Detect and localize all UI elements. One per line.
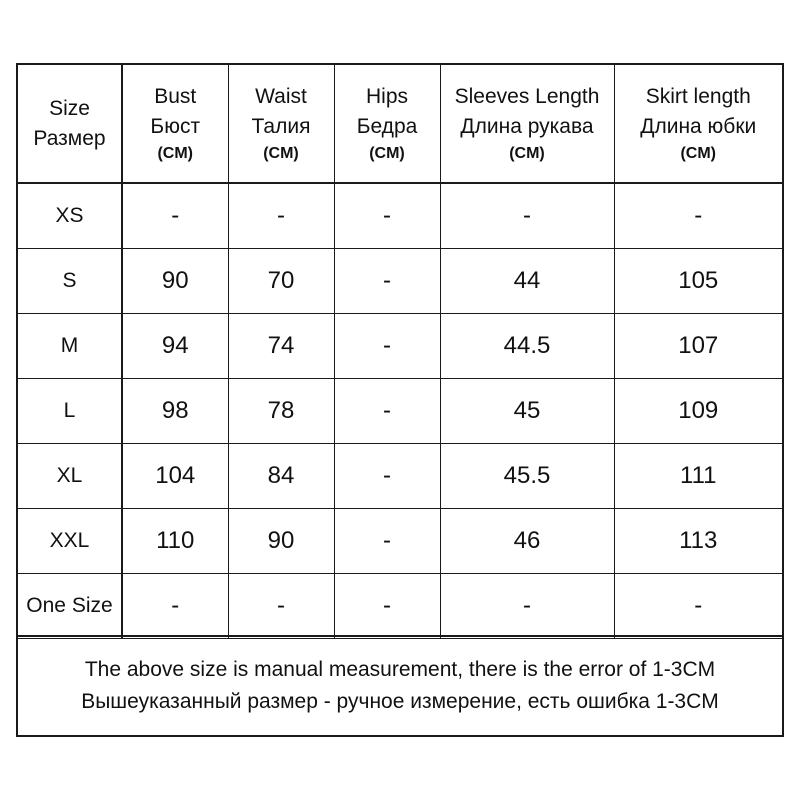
header-bust bbox=[122, 65, 228, 183]
header-sleeves-length bbox=[440, 65, 614, 183]
sleeves-length-cell: 46 bbox=[440, 508, 614, 573]
header-unit: (CM) bbox=[157, 144, 194, 162]
table-row-l bbox=[18, 378, 782, 443]
header-row bbox=[18, 65, 782, 183]
bust-cell: 98 bbox=[122, 378, 228, 443]
header-unit: (CM) bbox=[509, 144, 545, 162]
size-cell: S bbox=[18, 248, 122, 313]
header-skirt-length bbox=[614, 65, 782, 183]
table-row-xs bbox=[18, 183, 782, 248]
size-table bbox=[18, 65, 782, 639]
sleeves-length-cell: 45 bbox=[440, 378, 614, 443]
size-cell: XS bbox=[18, 183, 122, 248]
hips-cell: - bbox=[334, 378, 440, 443]
bust-cell: 94 bbox=[122, 313, 228, 378]
hips-cell: - bbox=[334, 248, 440, 313]
size-cell: L bbox=[18, 378, 122, 443]
header-label-ru: Длина рукава bbox=[460, 114, 594, 138]
bust-cell: 104 bbox=[122, 443, 228, 508]
header-label-ru: Длина юбки bbox=[640, 114, 757, 138]
size-cell: XXL bbox=[18, 508, 122, 573]
skirt-length-cell: - bbox=[614, 573, 782, 638]
size-chart bbox=[16, 63, 784, 737]
header-unit: (CM) bbox=[680, 144, 717, 162]
skirt-length-cell: 105 bbox=[614, 248, 782, 313]
hips-cell: - bbox=[334, 573, 440, 638]
header-label-ru: Размер bbox=[33, 126, 106, 150]
sleeves-length-cell: 44 bbox=[440, 248, 614, 313]
skirt-length-cell: 107 bbox=[614, 313, 782, 378]
bust-cell: - bbox=[122, 573, 228, 638]
skirt-length-cell: 113 bbox=[614, 508, 782, 573]
waist-cell: - bbox=[228, 183, 334, 248]
table-row-s bbox=[18, 248, 782, 313]
header-size bbox=[18, 65, 122, 183]
hips-cell: - bbox=[334, 313, 440, 378]
header-label-en: Sleeves Length bbox=[454, 84, 600, 108]
bust-cell: - bbox=[122, 183, 228, 248]
skirt-length-cell: - bbox=[614, 183, 782, 248]
header-label-ru: Бюст bbox=[150, 114, 201, 138]
sleeves-length-cell: - bbox=[440, 183, 614, 248]
measurement-note bbox=[18, 635, 782, 735]
header-label-en: Hips bbox=[365, 84, 408, 108]
waist-cell: 70 bbox=[228, 248, 334, 313]
sleeves-length-cell: - bbox=[440, 573, 614, 638]
header-label-en: Skirt length bbox=[645, 84, 751, 108]
waist-cell: - bbox=[228, 573, 334, 638]
sleeves-length-cell: 45.5 bbox=[440, 443, 614, 508]
size-cell: M bbox=[18, 313, 122, 378]
measurement-note-en: The above size is manual measurement, there is the error of 1-3CM bbox=[84, 658, 716, 681]
size-cell: One Size bbox=[18, 573, 122, 638]
header-waist bbox=[228, 65, 334, 183]
header-label-ru: Бедра bbox=[356, 114, 418, 138]
waist-cell: 74 bbox=[228, 313, 334, 378]
header-label-ru: Талия bbox=[251, 114, 311, 138]
waist-cell: 90 bbox=[228, 508, 334, 573]
bust-cell: 110 bbox=[122, 508, 228, 573]
measurement-note-ru: Вышеуказанный размер - ручное измерение, есть ошибка 1-3CM bbox=[81, 690, 719, 713]
table-row-one-size bbox=[18, 573, 782, 638]
hips-cell: - bbox=[334, 443, 440, 508]
skirt-length-cell: 111 bbox=[614, 443, 782, 508]
table-row-m bbox=[18, 313, 782, 378]
header-label-en: Waist bbox=[255, 84, 307, 108]
header-unit: (CM) bbox=[369, 144, 405, 162]
header-label-en: Size bbox=[49, 96, 90, 120]
size-cell: XL bbox=[18, 443, 122, 508]
header-hips bbox=[334, 65, 440, 183]
bust-cell: 90 bbox=[122, 248, 228, 313]
hips-cell: - bbox=[334, 508, 440, 573]
header-unit: (CM) bbox=[263, 144, 299, 162]
waist-cell: 84 bbox=[228, 443, 334, 508]
table-row-xxl bbox=[18, 508, 782, 573]
header-label-en: Bust bbox=[154, 84, 197, 108]
sleeves-length-cell: 44.5 bbox=[440, 313, 614, 378]
hips-cell: - bbox=[334, 183, 440, 248]
table-row-xl bbox=[18, 443, 782, 508]
skirt-length-cell: 109 bbox=[614, 378, 782, 443]
waist-cell: 78 bbox=[228, 378, 334, 443]
